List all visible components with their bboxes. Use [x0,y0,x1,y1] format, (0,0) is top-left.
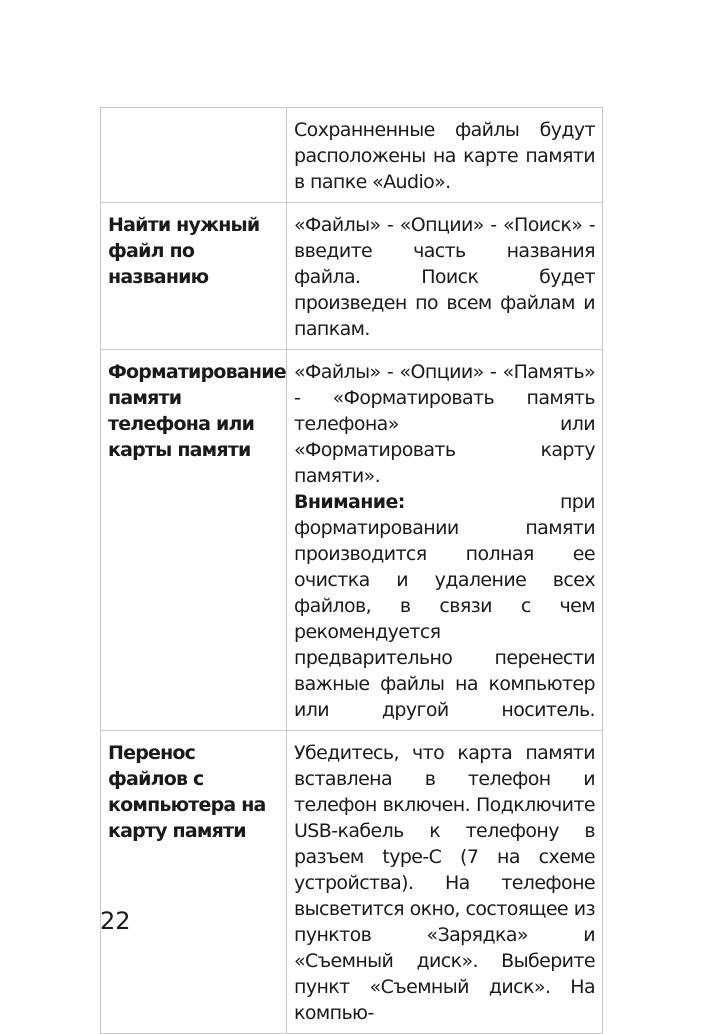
action-cell: Перенос файлов с компьютера на карту памяти [101,731,287,1034]
description-cell [287,108,603,203]
description-cell [287,203,603,350]
description-text: Убедитесь, что карта памяти вставлена в телефон и телефон включен. Подключите USB-кабель к телефону в разъем type-C (7 на схеме устройства). На телефоне высветится окно, состоящее из пунктов «Зарядка» и «Съемный диск». Выберите пункт «Съемный диск». На компью- [294,742,595,1024]
description-text: «Файлы» - «Опции» - «Поиск» - введите часть названия файла. Поиск будет произведен по всем файлам и папкам. [294,214,595,340]
action-cell [101,108,287,203]
table-row [101,350,603,731]
description-text: Сохранненные файлы будут расположены на карте памяти в папке «Audio». [294,119,595,193]
table-row [101,203,603,350]
action-cell: Форматирование памяти телефона или карты памяти [101,350,287,731]
page-number: 22 [100,907,131,935]
warning-paragraph [294,489,595,723]
description-cell [287,350,603,731]
description-text: «Файлы» - «Опции» - «Память» - «Форматировать память телефона» или «Форматировать карту памяти». [294,361,595,487]
table-row [101,731,603,1034]
table-row [101,108,603,203]
warning-text: при форматировании памяти производится полная ее очистка и удаление всех файлов, в связи с чем рекомендуется предварительно перенести важные файлы на компьютер или другой носитель. [294,491,595,721]
warning-label: Внимание: [294,491,405,513]
description-cell [287,731,603,1034]
instructions-table [100,107,603,1034]
action-cell: Найти нужный файл по названию [101,203,287,350]
